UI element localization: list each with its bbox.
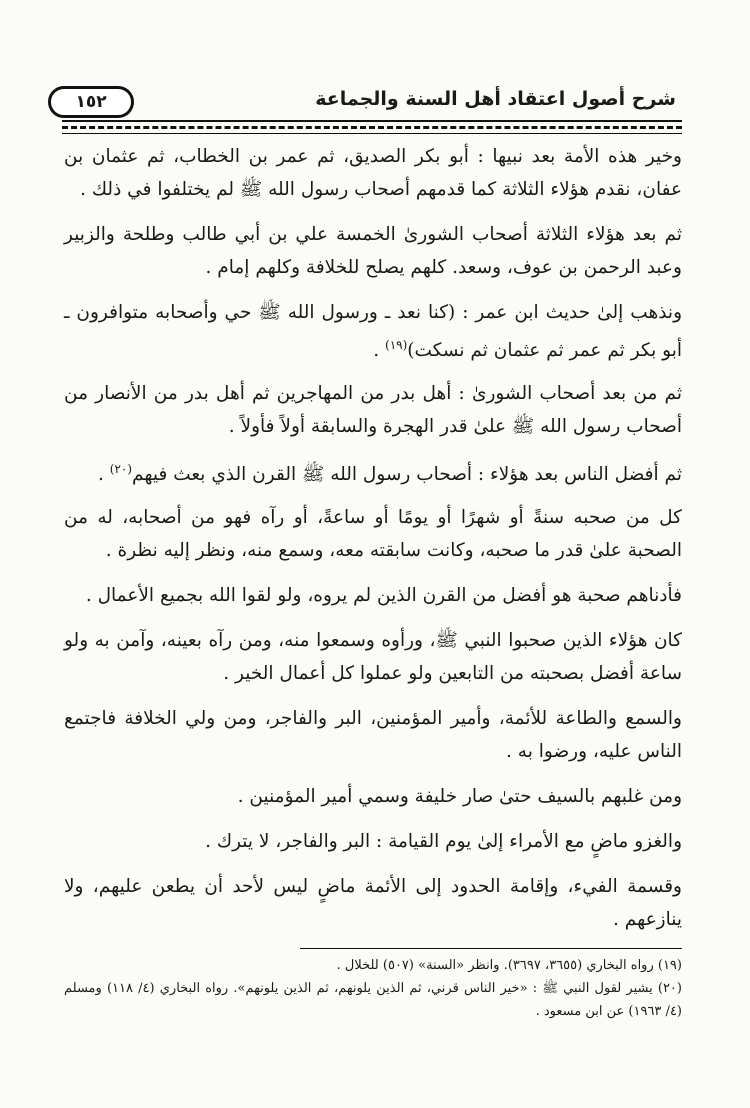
paragraph [64, 453, 682, 491]
paragraph [64, 296, 682, 367]
running-title: شرح أصول اعتقاد أهل السنة والجماعة [315, 88, 676, 110]
paragraph-end: . [373, 340, 386, 362]
paragraph-text: ثم أفضل الناس بعد هؤلاء : أصحاب رسول الله ﷺ القرن الذي بعث فيهم [132, 464, 682, 486]
page-number-badge [48, 86, 134, 118]
paragraph: والغزو ماضٍ مع الأمراء إلىٰ يوم القيامة : البر والفاجر، لا يترك . [205, 831, 682, 853]
footnote-ref-20[interactable]: (٢٠) [109, 462, 133, 477]
footnotes [64, 954, 682, 1023]
footnote-19: (١٩) رواه البخاري (٣٦٥٥، ٣٦٩٧). وانظر «السنة» (٥٠٧) للخلال . [336, 958, 682, 973]
header-thin-rule [62, 133, 682, 134]
paragraph-end: . [98, 464, 110, 486]
header-rule [62, 120, 682, 122]
page-number: ١٥٢ [75, 92, 107, 112]
footnote-ref-19[interactable]: (١٩) [385, 338, 408, 352]
main-text [64, 140, 682, 948]
header-dashed-rule [62, 126, 682, 129]
paragraph: وخير هذه الأمة بعد نبيها : أبو بكر الصديق، ثم عمر بن الخطاب، ثم عثمان بن عفان، نقدم هؤلاء الثلاثة كما قدمهم أصحاب رسول الله ﷺ لم يختلفوا في ذلك . [64, 146, 682, 200]
paragraph: ثم بعد هؤلاء الثلاثة أصحاب الشورىٰ الخمسة علي بن أبي طالب وطلحة والزبير وعبد الرحمن بن عوف، وسعد. كلهم يصلح للخلافة وكلهم إمام . [64, 224, 682, 278]
paragraph: وقسمة الفيء، وإقامة الحدود إلى الأئمة ماضٍ ليس لأحد أن يطعن عليهم، ولا ينازعهم . [64, 876, 682, 931]
paragraph: فأدناهم صحبة هو أفضل من القرن الذين لم يروه، ولو لقوا الله بجميع الأعمال . [85, 585, 682, 607]
paragraph: كان هؤلاء الذين صحبوا النبي ﷺ، ورأوه وسمعوا منه، ومن رآه بعينه، وآمن به ولو ساعة أفضل بصحبته من التابعين ولو عملوا كل أعمال الخير . [64, 630, 682, 685]
paragraph: والسمع والطاعة للأئمة، وأمير المؤمنين، البر والفاجر، ومن ولي الخلافة فاجتمع الناس عليه، ورضوا به . [64, 708, 682, 763]
paragraph: ومن غلبهم بالسيف حتىٰ صار خليفة وسمي أمير المؤمنين . [237, 786, 682, 808]
page-header [62, 84, 682, 122]
paragraph-text: ونذهب إلىٰ حديث ابن عمر : (كنا نعد ـ ورسول الله ﷺ حي وأصحابه متوافرون ـ أبو بكر ثم عمر ثم عثمان ثم نسكت) [64, 302, 682, 362]
paragraph: كل من صحبه سنةً أو شهرًا أو يومًا أو ساعةً، أو رآه فهو من أصحابه، له من الصحبة علىٰ قدر ما صحبه، وكانت سابقته معه، وسمع منه، ونظر إليه نظرة . [64, 507, 682, 562]
footnote-20: (٢٠) يشير لقول النبي ﷺ : «خير الناس قرني، ثم الذين يلونهم، ثم الذين يلونهم». رواه البخاري (٤/ ١١٨) ومسلم (٤/ ١٩٦٣) عن ابن مسعود . [64, 981, 682, 1019]
footnote-separator [300, 948, 682, 949]
paragraph: ثم من بعد أصحاب الشورىٰ : أهل بدر من المهاجرين ثم أهل بدر من الأنصار من أصحاب رسول الله ﷺ علىٰ قدر الهجرة والسابقة أولاً فأولاً . [64, 383, 682, 438]
